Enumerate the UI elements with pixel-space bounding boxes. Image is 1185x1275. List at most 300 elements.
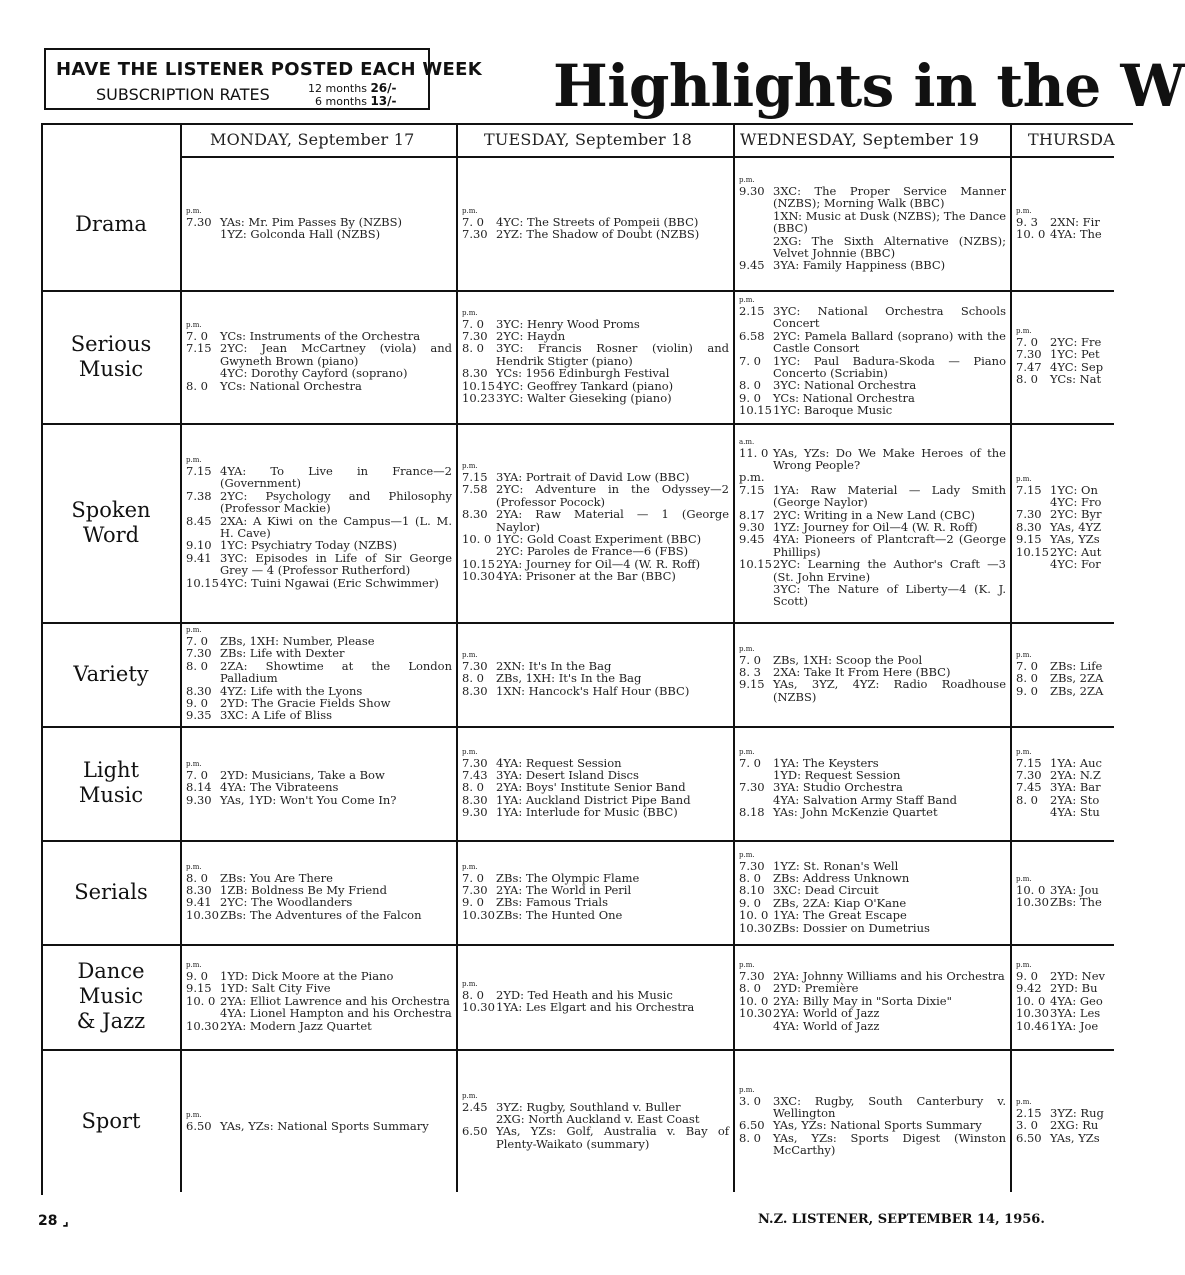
programme-entry [1016, 228, 1116, 240]
programme-title: YAs, 3YZ, 4YZ: Radio Roadhouse (NZBS) [773, 677, 1006, 704]
programme-entry [462, 1001, 729, 1013]
day-header: MONDAY, September 17 [210, 130, 415, 149]
programme-entry [462, 342, 729, 367]
programme-entry [186, 909, 452, 921]
programme-title: 1YA: Auckland District Pipe Band [496, 792, 691, 807]
programme-entry [186, 552, 452, 577]
time-period-label: p.m. [739, 850, 755, 859]
programme-entry [186, 896, 452, 908]
programme-time: 7. 0 [1016, 659, 1038, 673]
time-period-label: p.m. [739, 1085, 755, 1094]
time-period-label: p.m. [1016, 474, 1032, 483]
programme-time [186, 367, 220, 379]
programme-entry [1016, 806, 1116, 818]
programme-entry [739, 379, 1006, 391]
schedule-cell [739, 961, 1006, 1032]
programme-time: 2.15 [739, 304, 765, 318]
programme-title: YAs, YZs [1050, 1130, 1100, 1145]
programme-entry [739, 533, 1006, 558]
programme-title: 2YC: Adventure in the Odyssey—2 (Professor Pocock) [496, 482, 729, 509]
programme-time: 10.30 [462, 999, 495, 1014]
programme-title: YAs, YZs [1050, 532, 1100, 547]
programme-time [1016, 558, 1050, 570]
programme-time: 7.30 [462, 227, 488, 242]
programme-time: 3. 0 [739, 1093, 761, 1108]
programme-entry [739, 1119, 1006, 1131]
programme-time: 8.45 [186, 513, 212, 528]
programme-title: 3YC: National Orchestra [773, 378, 917, 393]
programme-title: 2YD: Musicians, Take a Bow [220, 768, 385, 782]
programme-entry [739, 185, 1006, 210]
programme-title: 2YC: Byr [1050, 507, 1102, 522]
programme-time: 8. 0 [462, 987, 484, 1002]
programme-title: 3YZ: Rugby, Southland v. Buller [496, 1099, 681, 1114]
programme-title: ZBs, 2ZA: Kiap O'Kane [773, 895, 907, 910]
programme-title: 2XN: Fir [1050, 215, 1100, 229]
time-period-label: p.m. [186, 456, 202, 464]
programme-time: 7. 0 [462, 870, 484, 885]
programme-time: 8.30 [462, 683, 488, 698]
category-label: Dance Music & Jazz [76, 959, 146, 1033]
programme-entry [739, 447, 1006, 472]
programme-title: 2YC: Haydn [496, 328, 566, 343]
time-period-label: a.m. [739, 437, 755, 446]
subscription-rates [308, 82, 397, 108]
programme-title: 1YA: The Great Escape [773, 908, 907, 923]
programme-title: 2YC: Paroles de France—6 (FBS) [496, 544, 689, 559]
programme-time: 9.30 [739, 519, 765, 534]
programme-entry [1016, 348, 1116, 360]
programme-time: 7.15 [462, 470, 488, 484]
programme-time: 10.30 [1016, 1006, 1049, 1021]
programme-time: 10. 0 [1016, 883, 1046, 897]
programme-time: 9. 0 [186, 969, 208, 983]
programme-entry [739, 781, 1006, 793]
programme-time [462, 545, 496, 557]
programme-time: 8.10 [739, 883, 765, 898]
programme-title: 4YA: Prisoner at the Bar (BBC) [496, 569, 676, 584]
programme-entry [186, 228, 452, 240]
time-period-label: p.m. [186, 626, 202, 634]
programme-time: 8.30 [462, 507, 488, 522]
programme-time: 7. 0 [186, 634, 208, 648]
programme-time: 9. 0 [462, 895, 484, 910]
programme-time: 9. 0 [186, 696, 208, 711]
programme-title: 2YC: The Woodlanders [220, 895, 353, 910]
programme-time: 9.15 [739, 677, 765, 692]
programme-title: 2YA: Elliot Lawrence and his Orchestra [220, 993, 450, 1008]
programme-title: 2YC: Fre [1050, 335, 1102, 349]
programme-title: 3YZ: Rug [1050, 1106, 1104, 1120]
schedule-cell [1016, 651, 1116, 697]
programme-entry [462, 367, 729, 379]
schedule-cell [739, 851, 1006, 934]
row-divider [41, 622, 1114, 624]
programme-title: ZBs, 1XH: Scoop the Pool [773, 652, 923, 667]
schedule-cell [1016, 875, 1116, 909]
schedule-cell [462, 1092, 729, 1151]
programme-time: 7.15 [739, 482, 765, 497]
programme-time [739, 210, 773, 235]
programme-title: YAs, 1YD: Won't You Come In? [220, 792, 397, 807]
programme-title: 4YA: World of Jazz [773, 1018, 880, 1033]
programme-time: 7. 0 [186, 768, 208, 782]
programme-title: 3YA: Portrait of David Low (BBC) [496, 470, 690, 484]
programme-title: 1YZ: St. Ronan's Well [773, 858, 899, 873]
programme-entry [462, 545, 729, 557]
row-divider [41, 290, 1114, 292]
programme-time: 8. 0 [186, 378, 208, 393]
programme-title: 3XC: Dead Circuit [773, 883, 879, 898]
programme-title: 3YA: Les [1050, 1006, 1101, 1021]
programme-title: 2YD: Ted Heath and his Music [496, 987, 673, 1002]
programme-entry [739, 235, 1006, 260]
programme-title: 1YA: The Keysters [773, 755, 879, 770]
programme-entry [739, 583, 1006, 608]
programme-time: 9.45 [739, 258, 765, 273]
programme-time: 8.30 [1016, 519, 1042, 534]
programme-time: 9.41 [186, 550, 212, 565]
programme-time: 9.45 [739, 532, 765, 547]
programme-time: 9.30 [739, 184, 765, 198]
programme-entry [186, 490, 452, 515]
subscription-box [44, 48, 482, 110]
time-period-label: p.m. [462, 1091, 478, 1100]
programme-entry [739, 305, 1006, 330]
programme-time: 7.30 [1016, 767, 1042, 782]
programme-title: 3XC: The Proper Service Manner (NZBS); Morning Walk (BBC) [773, 184, 1006, 211]
programme-time: 9.41 [186, 895, 212, 910]
programme-time: 6.50 [462, 1124, 488, 1139]
schedule-cell [186, 1111, 452, 1132]
time-period-label: p.m. [186, 862, 202, 871]
programme-title: 2YA: Johnny Williams and his Orchestra [773, 969, 1005, 983]
programme-time: 8. 0 [739, 870, 761, 885]
programme-entry [1016, 1132, 1116, 1144]
schedule-cell [462, 651, 729, 697]
programme-time: 9.30 [186, 792, 212, 807]
schedule-cell [462, 748, 729, 819]
programme-title: ZBs, 1XH: It's In the Bag [496, 671, 642, 686]
day-header: TUESDAY, September 18 [484, 130, 692, 149]
programme-entry [1016, 685, 1116, 697]
programme-time: 7.38 [186, 488, 212, 503]
programme-title: 2YA: Journey for Oil—4 (W. R. Roff) [496, 556, 701, 571]
programme-time: 8. 0 [739, 981, 761, 996]
programme-title: ZBs: Address Unknown [773, 870, 910, 885]
programme-title: ZBs: Dossier on Dumetrius [773, 920, 930, 935]
time-period-label: p.m. [186, 961, 202, 969]
programme-time: 7.30 [739, 858, 765, 873]
programme-title: 4YA: Lionel Hampton and his Orchestra [220, 1006, 452, 1021]
programme-time: 6.50 [186, 1118, 212, 1133]
programme-entry [186, 342, 452, 367]
programme-time: 8. 0 [1016, 792, 1038, 807]
programme-title: 3YC: Francis Rosner (violin) and Hendrik Stigter (piano) [496, 341, 729, 368]
programme-title: ZBs: You Are There [220, 870, 333, 885]
programme-title: 4YA: Stu [1050, 805, 1100, 820]
schedule-cell [186, 863, 452, 922]
programme-title: 2YD: Bu [1050, 981, 1098, 996]
programme-title: 1YC: On [1050, 482, 1098, 497]
programme-title: 4YA: Request Session [496, 755, 622, 770]
programme-title: 2YC: Jean McCartney (viola) and Gwyneth Brown (piano) [220, 341, 452, 368]
programme-time: 6.58 [739, 328, 765, 343]
category-label: Drama [75, 211, 147, 236]
programme-title: 2YD: Première [773, 981, 859, 996]
programme-time: 10. 0 [1016, 993, 1046, 1008]
programme-time: 8. 0 [186, 870, 208, 885]
programme-title: 2YC: Writing in a New Land (CBC) [773, 507, 976, 522]
programme-title: 4YC: Geoffrey Tankard (piano) [496, 378, 674, 393]
programme-title: 1XN: Hancock's Half Hour (BBC) [496, 683, 690, 698]
time-period-label: p.m. [186, 1110, 202, 1119]
programme-time: 7.30 [1016, 507, 1042, 522]
programme-entry [186, 660, 452, 685]
schedule-cell [462, 462, 729, 583]
programme-time: 10. 0 [186, 993, 216, 1008]
programme-title: 2YD: Nev [1050, 969, 1106, 983]
schedule-cell [1016, 961, 1116, 1032]
programme-title: YAs, YZs: Golf, Australia v. Bay of Plenty-Waikato (summary) [496, 1124, 729, 1151]
programme-time: 7. 0 [739, 652, 761, 667]
programme-time: 10.30 [186, 907, 219, 922]
programme-entry [1016, 533, 1116, 545]
programme-title: 4YC: Sep [1050, 359, 1104, 374]
programme-title: 4YA: Geo [1050, 993, 1103, 1008]
schedule-cell [186, 626, 452, 722]
programme-title: 1YA: Raw Material — Lady Smith (George Naylor) [773, 482, 1006, 510]
programme-title: 1YC: Psychiatry Today (NZBS) [220, 538, 397, 553]
programme-title: 3YA: Desert Island Discs [496, 767, 639, 782]
programme-title: 2YA: Modern Jazz Quartet [220, 1018, 372, 1033]
programme-title: 3YA: Studio Orchestra [773, 780, 903, 795]
programme-time: 8. 0 [462, 671, 484, 686]
time-period-label: p.m. [462, 207, 478, 215]
programme-entry [739, 1132, 1006, 1157]
programme-entry [1016, 1020, 1116, 1032]
programme-entry [1016, 982, 1116, 994]
schedule-cell [1016, 475, 1116, 571]
programme-entry [739, 909, 1006, 921]
time-period-label: p.m. [1016, 651, 1032, 659]
subscription-headline: HAVE THE LISTENER POSTED EACH WEEK [56, 59, 482, 80]
programme-time: 10. 0 [1016, 227, 1046, 242]
programme-title: 2XG: North Auckland v. East Coast [496, 1111, 700, 1126]
programme-title: 1YC: Paul Badura-Skoda — Piano Concerto (Scriabin) [773, 353, 1006, 381]
schedule-cell [186, 760, 452, 806]
programme-time: 8.30 [462, 792, 488, 807]
column-divider [456, 124, 458, 1192]
programme-entry [462, 508, 729, 533]
programme-time [186, 1007, 220, 1019]
programme-title: YCs: National Orchestra [220, 378, 362, 393]
programme-entry [186, 794, 452, 806]
programme-entry [739, 678, 1006, 703]
programme-title: 1YD: Request Session [773, 767, 901, 782]
programme-time: 8.30 [186, 683, 212, 698]
programme-time: 10.30 [1016, 895, 1049, 910]
programme-time: 8.17 [739, 507, 765, 522]
programme-title: 1YA: Interlude for Music (BBC) [496, 805, 678, 820]
programme-title: 4YC: For [1050, 556, 1101, 571]
subscription-rates-label: SUBSCRIPTION RATES [96, 85, 270, 104]
programme-time: 8.18 [739, 805, 765, 820]
time-period-label: p.m. [462, 747, 478, 756]
schedule-cell [462, 309, 729, 405]
programme-title: 1XN: Music at Dusk (NZBS); The Dance (BBC) [773, 208, 1006, 236]
programme-title: 2YA: Sto [1050, 792, 1100, 807]
schedule-cell [1016, 327, 1116, 386]
programme-time: 9. 0 [1016, 969, 1038, 983]
programme-title: 1YZ: Golconda Hall (NZBS) [220, 227, 381, 242]
programme-title: 1YZ: Journey for Oil—4 (W. R. Roff) [773, 519, 978, 534]
programme-title: 2YC: Learning the Author's Craft —3 (St. John Ervine) [773, 557, 1006, 584]
programme-time: 7.30 [462, 882, 488, 897]
programme-time: 7. 0 [462, 316, 484, 331]
programme-title: ZBs: Life with Dexter [220, 646, 345, 661]
programme-entry [186, 982, 452, 994]
programme-title: 1YA: Auc [1050, 755, 1103, 770]
programme-title: YCs: Instruments of the Orchestra [220, 329, 421, 343]
schedule-cell [1016, 748, 1116, 819]
row-divider [41, 840, 1114, 842]
programme-entry [186, 577, 452, 589]
programme-title: 1YC: Gold Coast Experiment (BBC) [496, 532, 702, 547]
programme-time [739, 235, 773, 260]
programme-entry [186, 1020, 452, 1032]
programme-title: 1YA: Joe [1050, 1018, 1099, 1033]
programme-title: 3YA: Jou [1050, 883, 1099, 897]
programme-time: 7.30 [462, 755, 488, 770]
programme-entry [186, 367, 452, 379]
header-divider [180, 156, 1114, 158]
programme-time: 7. 0 [1016, 335, 1038, 349]
programme-entry [1016, 508, 1116, 520]
programme-time: 10.23 [462, 390, 495, 405]
programme-entry [462, 909, 729, 921]
programme-title: YAs, YZs: Do We Make Heroes of the Wrong People? [773, 445, 1006, 472]
programme-title [773, 471, 1006, 483]
time-period-label: p.m. [1016, 747, 1032, 756]
programme-time: 7.15 [186, 341, 212, 356]
programme-title: 3YC: National Orchestra Schools Concert [773, 304, 1006, 331]
programme-title: 1YC: Baroque Music [773, 403, 893, 418]
programme-title: 4YZ: Life with the Lyons [220, 683, 363, 698]
programme-time: 7.47 [1016, 359, 1042, 374]
programme-entry [739, 484, 1006, 509]
programme-time: 8. 0 [1016, 372, 1038, 387]
programme-entry [739, 259, 1006, 271]
programme-entry [462, 570, 729, 582]
programme-entry [1016, 1007, 1116, 1019]
programme-title: 2YA: Raw Material — 1 (George Naylor) [496, 507, 729, 534]
programme-entry [186, 465, 452, 490]
category-label: Spoken Word [71, 497, 151, 547]
day-header: THURSDA [1028, 130, 1115, 149]
row-divider [41, 1049, 1114, 1051]
programme-time: 9.15 [186, 981, 212, 996]
programme-time: 9.35 [186, 708, 212, 723]
programme-entry [739, 355, 1006, 380]
time-period-label: p.m. [1016, 1098, 1032, 1106]
schedule-cell [1016, 1098, 1116, 1144]
programme-title: 2XG: Ru [1050, 1118, 1099, 1133]
column-divider [733, 124, 735, 1192]
day-header: WEDNESDAY, September 19 [740, 130, 980, 149]
programme-entry [462, 672, 729, 684]
programme-entry [186, 380, 452, 392]
schedule-cell [462, 980, 729, 1014]
category-label: Variety [73, 661, 149, 686]
programme-entry [739, 884, 1006, 896]
programme-time [186, 228, 220, 240]
schedule-cell [739, 296, 1006, 417]
programme-entry [739, 471, 1006, 483]
time-period-label: p.m. [186, 321, 202, 329]
rate-12-label: 12 months [308, 82, 367, 95]
programme-time: 7.15 [1016, 755, 1042, 770]
programme-time: 7.30 [186, 215, 212, 229]
programme-entry [739, 330, 1006, 355]
time-period-label: p.m. [462, 862, 478, 871]
category-label: Sport [81, 1108, 141, 1133]
programme-time: 10.30 [186, 1018, 219, 1033]
programme-entry [186, 515, 452, 540]
programme-time: 8. 0 [1016, 671, 1038, 686]
schedule-cell [739, 438, 1006, 608]
programme-time: 8. 3 [739, 664, 761, 679]
programme-title: 2YC: Aut [1050, 544, 1102, 559]
programme-entry [186, 1007, 452, 1019]
time-period-label: p.m. [462, 651, 478, 659]
programme-title: ZBs: Famous Trials [496, 895, 609, 910]
time-period-label: p.m. [739, 747, 755, 756]
column-divider [180, 124, 182, 1192]
programme-time: 9.30 [462, 805, 488, 820]
programme-entry [186, 781, 452, 793]
programme-title: 3YA: Family Happiness (BBC) [773, 258, 946, 273]
programme-time: 7. 0 [739, 353, 761, 368]
programme-time: p.m. [739, 470, 765, 485]
publication-line: N.Z. LISTENER, SEPTEMBER 14, 1956. [758, 1212, 1045, 1227]
programme-title: 4YC: Tuini Ngawai (Eric Schwimmer) [220, 575, 439, 590]
programme-title: ZBs: The Adventures of the Falcon [220, 907, 422, 922]
programme-time: 8.30 [186, 882, 212, 897]
rate-12-value: 26/- [370, 81, 397, 95]
programme-title: 2XA: A Kiwi on the Campus—1 (L. M. H. Cave) [220, 513, 452, 541]
schedule-cell [739, 176, 1006, 272]
rate-6-label: 6 months [315, 95, 367, 108]
schedule-cell [739, 645, 1006, 704]
programme-title: 3YC: Walter Gieseking (piano) [496, 390, 672, 405]
programme-entry [739, 1020, 1006, 1032]
programme-title: 3YC: Henry Wood Proms [496, 316, 640, 331]
programme-title: 4YC: Dorothy Cayford (soprano) [220, 366, 408, 381]
programme-entry [1016, 896, 1116, 908]
programme-time [739, 583, 773, 608]
programme-entry [739, 1095, 1006, 1120]
programme-title: YAs, YZs: Sports Digest (Winston McCarthy) [773, 1130, 1006, 1158]
programme-title: 2ZA: Showtime at the London Palladium [220, 658, 452, 686]
programme-entry [462, 392, 729, 404]
programme-time: 7.30 [186, 646, 212, 661]
programme-entry [739, 404, 1006, 416]
page-title: Highlights in the W [553, 52, 1185, 120]
programme-time: 10.15 [739, 557, 772, 572]
programme-title: 2XG: The Sixth Alternative (NZBS); Velvet Johnnie (BBC) [773, 233, 1006, 261]
programme-time: 2.15 [1016, 1106, 1042, 1120]
